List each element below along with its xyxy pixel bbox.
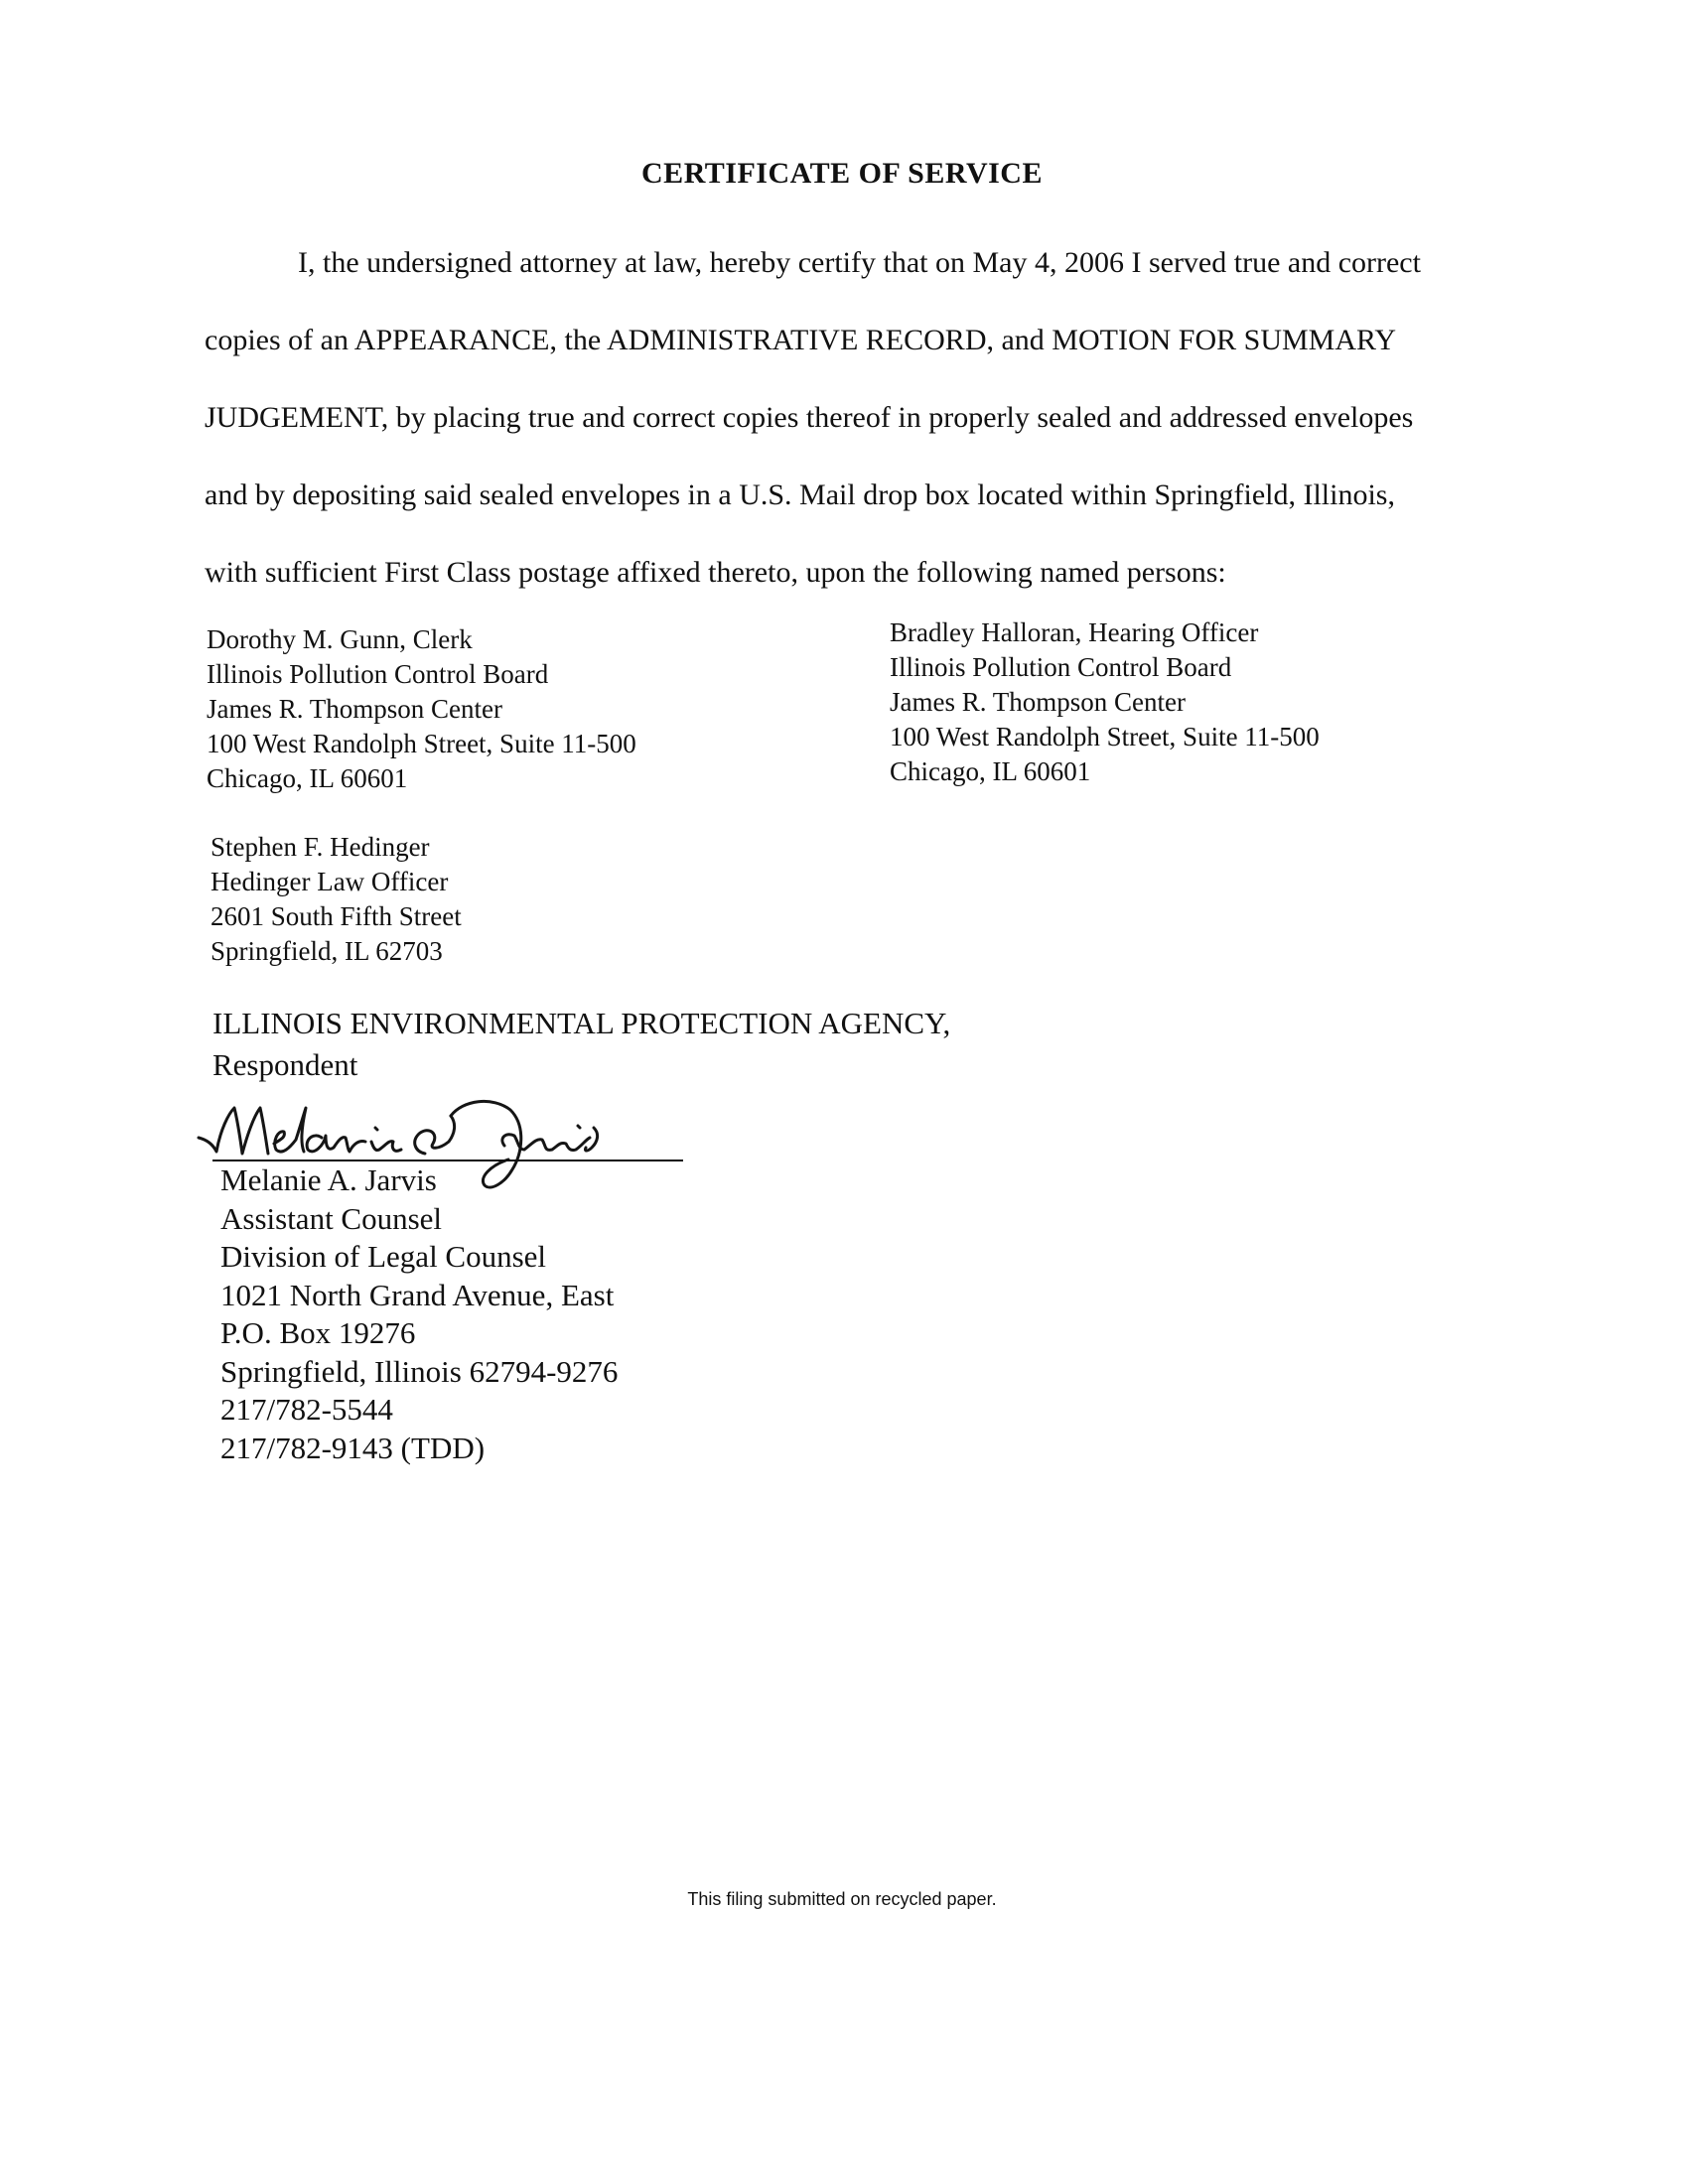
agency-role: Respondent (212, 1047, 358, 1082)
address-line: 100 West Randolph Street, Suite 11-500 (207, 729, 636, 758)
address-line: Springfield, IL 62703 (210, 936, 443, 966)
signer-division: Division of Legal Counsel (220, 1239, 547, 1274)
address-line: Illinois Pollution Control Board (207, 659, 549, 689)
paragraph-line: copies of an APPEARANCE, the ADMINISTRATIVE RECORD, and MOTION FOR SUMMARY (205, 324, 1397, 356)
address-line: Hedinger Law Officer (210, 867, 449, 896)
signer-city: Springfield, Illinois 62794-9276 (220, 1353, 619, 1389)
signer-tdd: 217/782-9143 (TDD) (220, 1430, 486, 1465)
signer-street: 1021 North Grand Avenue, East (220, 1277, 615, 1312)
signer-title: Assistant Counsel (220, 1200, 443, 1236)
address-line: 2601 South Fifth Street (210, 901, 462, 931)
address-line: 100 West Randolph Street, Suite 11-500 (890, 722, 1320, 751)
recipient-address-hedinger (210, 830, 462, 969)
address-line: Illinois Pollution Control Board (890, 652, 1232, 682)
address-line: James R. Thompson Center (890, 687, 1186, 717)
signer-block (220, 1161, 618, 1467)
paragraph-line: and by depositing said sealed envelopes in a U.S. Mail drop box located within Springfield, Illinois, (205, 478, 1395, 511)
document-title: CERTIFICATE OF SERVICE (641, 157, 1043, 190)
signer-phone: 217/782-5544 (220, 1392, 393, 1427)
signer-po-box: P.O. Box 19276 (220, 1315, 416, 1350)
recipient-address-halloran (890, 615, 1320, 789)
address-line: Dorothy M. Gunn, Clerk (207, 624, 473, 654)
signer-name: Melanie A. Jarvis (220, 1162, 437, 1197)
paragraph-line: JUDGEMENT, by placing true and correct copies thereof in properly sealed and addressed envelopes (205, 401, 1414, 434)
address-line: Chicago, IL 60601 (207, 763, 408, 793)
agency-name: ILLINOIS ENVIRONMENTAL PROTECTION AGENCY, (212, 1006, 951, 1040)
address-line: Stephen F. Hedinger (210, 832, 430, 862)
address-line: Chicago, IL 60601 (890, 756, 1091, 786)
certification-paragraph (205, 224, 1485, 612)
paragraph-line: I, the undersigned attorney at law, hereby certify that on May 4, 2006 I served true and correct (298, 246, 1421, 279)
address-line: James R. Thompson Center (207, 694, 502, 724)
recipient-address-gunn (207, 622, 636, 796)
recycled-paper-footer: This filing submitted on recycled paper. (687, 1889, 997, 1909)
address-line: Bradley Halloran, Hearing Officer (890, 617, 1259, 647)
paragraph-line: with sufficient First Class postage affixed thereto, upon the following named persons: (205, 556, 1226, 589)
